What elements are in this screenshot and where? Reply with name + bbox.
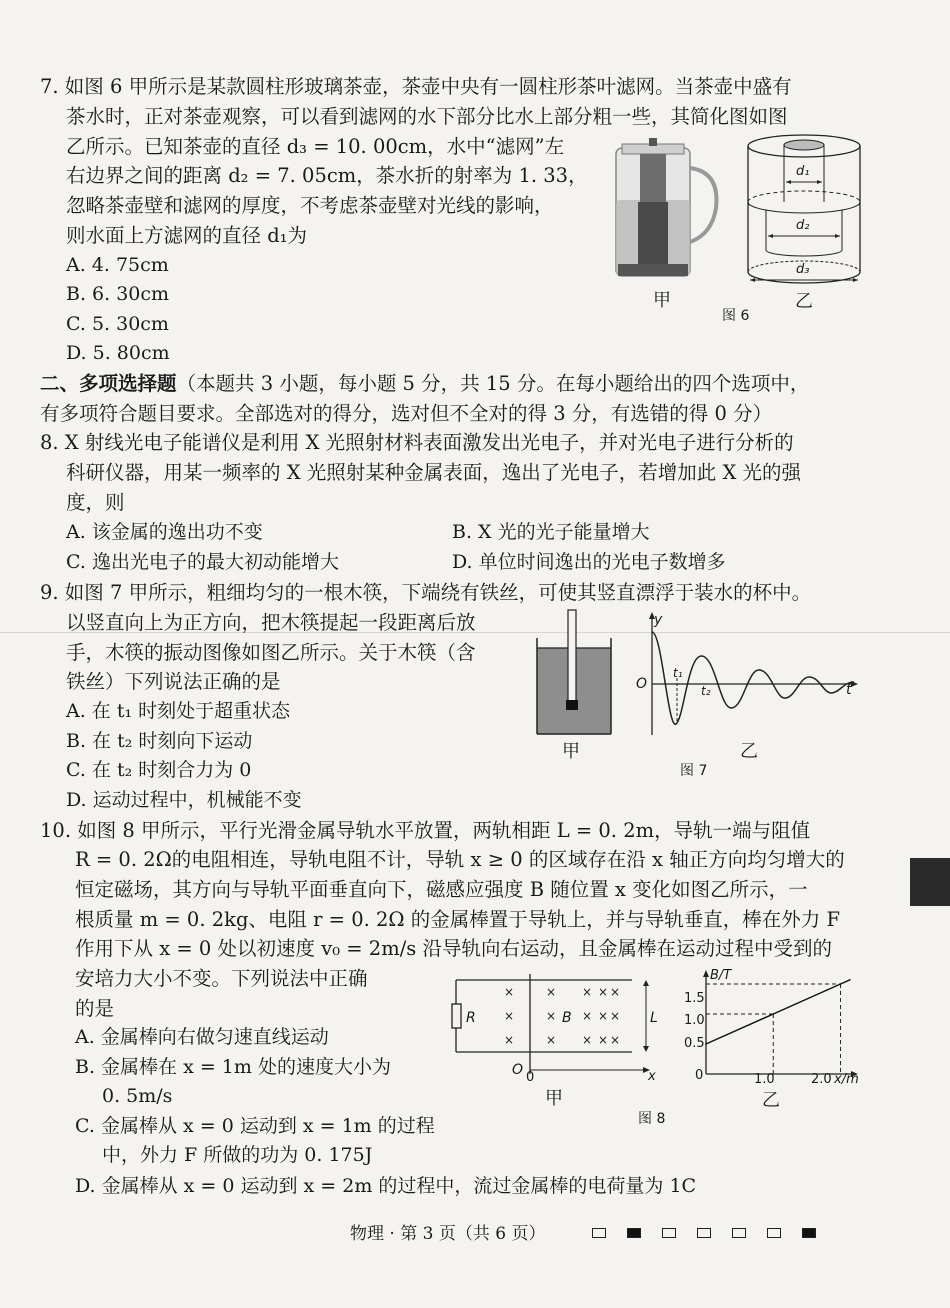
q8-option-a: A. 该金属的逸出功不变 <box>66 521 263 543</box>
q10-line: R = 0. 2Ω的电阻相连，导轨电阻不计，导轨 x ≥ 0 的区域存在沿 x 轴正方向均匀增大的 <box>75 848 845 871</box>
b-data-point <box>840 983 842 985</box>
q9-line: 9. 如图 7 甲所示，粗细均匀的一根木筷，下端绕有铁丝，可使其竖直漂浮于装水的杯中。 <box>40 581 812 604</box>
q8-line: 8. X 射线光电子能谱仪是利用 X 光照射材料表面激发出光电子，并对光电子进行分析的 <box>40 431 794 454</box>
registration-square <box>627 1228 641 1238</box>
svg-text:×: × <box>582 1009 593 1023</box>
q7-option-c: C. 5. 30cm <box>66 313 169 335</box>
registration-square <box>802 1228 816 1238</box>
q10-line: 10. 如图 8 甲所示，平行光滑金属导轨水平放置，两轨相距 L = 0. 2m，导轨一端与阻值 <box>40 819 811 842</box>
b-tick-1-0: 1.0 <box>684 1013 705 1028</box>
q10-fig-label-yi: 乙 <box>762 1090 780 1111</box>
q7-fig-label-jia: 甲 <box>653 290 671 311</box>
q9-fig-label-yi: 乙 <box>740 741 758 762</box>
q10-line: 恒定磁场，其方向与导轨平面垂直向下，磁感应强度 B 随位置 x 变化如图乙所示，一 <box>75 878 808 901</box>
svg-text:×: × <box>582 985 593 999</box>
q7-option-d: D. 5. 80cm <box>66 342 170 364</box>
q8-option-d: D. 单位时间逸出的光电子数增多 <box>452 551 726 573</box>
section-2-desc: （本题共 3 小题，每小题 5 分，共 15 分。在每小题给出的四个选项中， <box>176 372 810 395</box>
q9-origin-label: O <box>636 676 648 692</box>
section-2-title: 二、多项选择题 <box>40 372 177 395</box>
side-tab-mark <box>910 858 950 906</box>
b-data-point <box>705 1043 707 1045</box>
registration-square <box>662 1228 676 1238</box>
oscillation-graph <box>632 610 860 740</box>
circuit-x-label: x <box>648 1069 656 1084</box>
q8-option-b: B. X 光的光子能量增大 <box>452 521 650 543</box>
q9-option-c: C. 在 t₂ 时刻合力为 0 <box>66 759 252 781</box>
q10-option-c: C. 金属棒从 x = 0 运动到 x = 1m 的过程 <box>75 1115 435 1137</box>
d1-label: d₁ <box>796 164 810 179</box>
d2-label: d₂ <box>796 218 810 233</box>
q10-line: 安培力大小不变。下列说法中正确 <box>75 967 368 990</box>
registration-square <box>592 1228 606 1238</box>
registration-square <box>697 1228 711 1238</box>
svg-text:×: × <box>546 1033 557 1047</box>
b-vs-x-graph <box>680 968 860 1083</box>
graph-origin-label: 0 <box>695 1068 704 1083</box>
circuit-zero-label: 0 <box>526 1070 535 1085</box>
q7-fig-caption: 图 6 <box>722 308 750 324</box>
q9-y-axis-label: y <box>654 612 663 628</box>
svg-text:×: × <box>598 985 609 999</box>
svg-text:×: × <box>504 985 515 999</box>
svg-text:×: × <box>610 1009 621 1023</box>
field-B-label: B <box>562 1010 572 1026</box>
svg-text:×: × <box>504 1009 515 1023</box>
q9-line: 手，木筷的振动图像如图乙所示。关于木筷（含 <box>66 641 476 664</box>
rail-gap-L-label: L <box>650 1010 658 1026</box>
q7-option-b: B. 6. 30cm <box>66 283 170 305</box>
q9-option-a: A. 在 t₁ 时刻处于超重状态 <box>66 700 291 722</box>
page-number: 物理 · 第 3 页（共 6 页） <box>350 1224 546 1244</box>
t1-label: t₁ <box>673 666 683 680</box>
cup-chopstick-diagram <box>534 608 614 738</box>
q9-fig-caption: 图 7 <box>680 763 708 779</box>
q7-line: 茶水时，正对茶壶观察，可以看到滤网的水下部分比水上部分粗一些，其简化图如图 <box>66 105 788 128</box>
q7-line: 忽略茶壶壁和滤网的厚度，不考虑茶壶壁对光线的影响， <box>66 194 554 217</box>
q10-option-c-cont: 中，外力 F 所做的功为 0. 175J <box>102 1144 373 1166</box>
q8-line: 度，则 <box>66 491 125 514</box>
q9-line: 铁丝）下列说法正确的是 <box>66 670 281 693</box>
svg-text:×: × <box>610 1033 621 1047</box>
resistor-R-label: R <box>466 1010 476 1026</box>
q10-line: 的是 <box>75 997 115 1020</box>
svg-text:×: × <box>546 985 557 999</box>
svg-text:×: × <box>610 985 621 999</box>
x-tick-1-0: 1.0 <box>754 1072 775 1087</box>
b-axis-label: B/T <box>710 968 732 983</box>
svg-text:×: × <box>582 1033 593 1047</box>
registration-square <box>732 1228 746 1238</box>
d3-label: d₃ <box>796 262 810 277</box>
q9-line: 以竖直向上为正方向，把木筷提起一段距离后放 <box>66 611 476 634</box>
svg-text:×: × <box>504 1033 515 1047</box>
q9-fig-label-jia: 甲 <box>562 741 580 762</box>
q10-option-a: A. 金属棒向右做匀速直线运动 <box>75 1026 329 1048</box>
rail-circuit-diagram <box>450 974 662 1084</box>
q10-fig-label-jia: 甲 <box>545 1088 563 1109</box>
q7-line: 乙所示。已知茶壶的直径 d₃ = 10. 00cm，水中“滤网”左 <box>66 135 565 158</box>
q7-line: 7. 如图 6 甲所示是某款圆柱形玻璃茶壶，茶壶中央有一圆柱形茶叶滤网。当茶壶中盛有 <box>40 75 792 98</box>
x-axis-label: x/m <box>834 1072 859 1087</box>
svg-text:×: × <box>598 1033 609 1047</box>
q10-option-b-cont: 0. 5m/s <box>102 1085 173 1107</box>
registration-square <box>767 1228 781 1238</box>
q7-fig-label-yi: 乙 <box>795 291 813 312</box>
q7-line: 右边界之间的距离 d₂ = 7. 05cm，茶水折的射率为 1. 33， <box>66 164 588 187</box>
t2-label: t₂ <box>701 684 711 698</box>
section-2-line-1 <box>40 369 809 398</box>
q10-line: 根质量 m = 0. 2kg、电阻 r = 0. 2Ω 的金属棒置于导轨上，并与导轨垂直，棒在外力 F <box>75 908 840 931</box>
b-series-extension <box>841 980 851 985</box>
q10-option-d: D. 金属棒从 x = 0 运动到 x = 2m 的过程中，流过金属棒的电荷量为 1C <box>75 1175 697 1197</box>
b-tick-1-5: 1.5 <box>684 991 705 1006</box>
teapot-photo <box>608 138 723 283</box>
q9-option-d: D. 运动过程中，机械能不变 <box>66 789 302 811</box>
q8-line: 科研仪器，用某一频率的 X 光照射某种金属表面，逸出了光电子，若增加此 X 光的强 <box>66 461 802 484</box>
q10-fig-caption: 图 8 <box>638 1111 666 1127</box>
q10-option-b: B. 金属棒在 x = 1m 处的速度大小为 <box>75 1056 391 1078</box>
svg-text:×: × <box>546 1009 557 1023</box>
x-tick-2-0: 2.0 <box>811 1072 832 1087</box>
b-tick-0-5: 0.5 <box>684 1036 705 1051</box>
q9-t-axis-label: t <box>846 682 852 698</box>
circuit-origin-O: O <box>512 1062 524 1078</box>
svg-text:×: × <box>598 1009 609 1023</box>
q8-option-c: C. 逸出光电子的最大初动能增大 <box>66 551 339 573</box>
q7-line: 则水面上方滤网的直径 d₁为 <box>66 224 307 247</box>
q7-option-a: A. 4. 75cm <box>66 254 169 276</box>
q9-option-b: B. 在 t₂ 时刻向下运动 <box>66 730 253 752</box>
q10-line: 作用下从 x = 0 处以初速度 v₀ = 2m/s 沿导轨向右运动，且金属棒在运动过程中受到的 <box>75 937 832 960</box>
b-data-point <box>772 1013 774 1015</box>
section-2-line-2: 有多项符合题目要求。全部选对的得分，选对但不全对的得 3 分，有选错的得 0 分） <box>40 402 773 425</box>
